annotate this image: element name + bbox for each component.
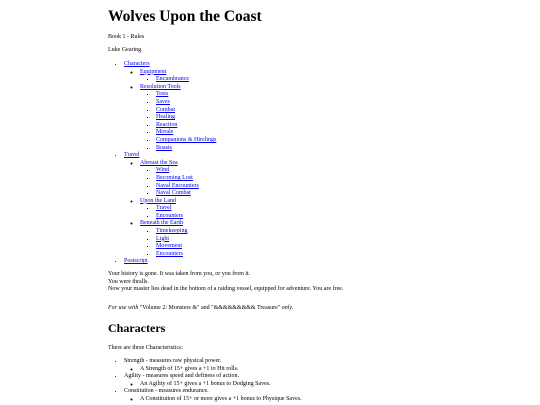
toc-item [156,145,216,153]
toc-link-encounters[interactable]: Encounters [156,212,183,219]
toc-link-naval-encounters[interactable]: Naval Encounters [156,182,199,189]
for-use-middle: "Volume 2: Monsters &" and "&&&&&&&&& Treasure" [138,305,282,311]
toc-item [124,258,216,266]
table-of-contents [108,61,216,266]
toc-sublist [124,69,216,153]
intro-text [108,271,343,294]
toc-sublist [140,205,216,220]
toc-sublist [140,76,216,84]
characteristic-text: Agility - measures speed and deftness of action. [124,373,239,379]
toc-item [156,167,216,175]
toc-link-abreast-the-sea[interactable]: Abreast the Sea [140,159,178,166]
intro-line: You were thralls. [108,278,149,285]
toc-item [156,190,216,198]
toc-link-naval-combat[interactable]: Naval Combat [156,190,191,197]
toc-sublist [140,91,216,152]
toc-item [156,76,216,84]
characteristic-item [124,358,302,373]
toc-link-reaction[interactable]: Reaction [156,121,178,128]
toc-sublist [124,160,216,259]
characteristic-item [124,373,302,388]
book-label: Book 1 - Rules [108,34,145,40]
toc-item [156,129,216,137]
toc-item [156,122,216,130]
toc-link-postscript[interactable]: Postscript [124,258,148,265]
toc-sublist [140,167,216,197]
toc-item [124,61,216,152]
toc-item [156,183,216,191]
toc-item [140,220,216,258]
toc-link-encounters[interactable]: Encounters [156,250,183,257]
toc-link-boasts[interactable]: Boasts [156,144,173,151]
toc-link-upon-the-land[interactable]: Upon the Land [140,197,176,204]
author-name: Luke Gearing [108,47,142,53]
toc-item [156,107,216,115]
toc-link-morale[interactable]: Morale [156,129,174,136]
toc-list [108,61,216,266]
toc-link-combat[interactable]: Combat [156,106,175,113]
toc-link-movement[interactable]: Movement [156,243,182,250]
toc-item [156,99,216,107]
toc-link-equipment[interactable]: Equipment [140,68,167,75]
toc-item [156,205,216,213]
toc-link-characters[interactable]: Characters [124,61,150,67]
toc-item [140,69,216,84]
characteristics-list [108,358,302,403]
toc-item [140,198,216,221]
characteristic-detail: ◦ An Agility of 15+ gives a +1 bonus to Dodging Saves. [140,381,302,389]
toc-item [140,160,216,198]
for-use-note [108,305,293,312]
characteristic-text: Constitution - measures endurance. [124,388,209,394]
toc-link-companions-hirelings[interactable]: Companions & Hirelings [156,136,217,143]
characteristic-detail: ◦ A Constitution of 15+ or more gives a +1 bonus to Physique Saves. [140,396,302,404]
toc-item [156,91,216,99]
characteristics-intro: There are three Characteristics: [108,345,184,351]
for-use-prefix: For use with [108,305,139,311]
toc-link-light[interactable]: Light [156,235,169,242]
for-use-suffix: only. [281,305,294,311]
toc-item [156,228,216,236]
intro-line: Now your master lies dead in the bottom of a raiding vessel, equipped for adventure. You are free. [108,286,344,292]
toc-item [156,213,216,221]
characteristic-item [124,388,302,403]
toc-item [156,236,216,244]
toc-link-resolution-tools[interactable]: Resolution Tools [140,83,181,90]
page-title: Wolves Upon the Coast [108,8,262,25]
toc-item [140,84,216,152]
toc-link-saves[interactable]: Saves [156,98,170,105]
section-title-characters: Characters [108,321,166,335]
toc-link-tests[interactable]: Tests [156,91,169,98]
intro-line: Your history is gone. It was taken from you, or you from it. [108,271,251,277]
toc-link-wind[interactable]: Wind [156,167,170,174]
toc-link-healing[interactable]: Healing [156,114,175,121]
toc-item [156,175,216,183]
toc-item [156,114,216,122]
toc-item [156,243,216,251]
characteristic-detail: ◦ A Strength of 15+ gives a +1 to Hit rolls. [140,366,302,374]
toc-item [156,137,216,145]
toc-item [124,152,216,258]
toc-link-travel[interactable]: Travel [156,205,172,212]
characteristic-text: Strength - measures raw physical power. [124,358,222,364]
toc-link-timekeeping[interactable]: Timekeeping [156,228,188,235]
toc-link-beneath-the-earth[interactable]: Beneath the Earth [140,220,183,227]
toc-link-travel[interactable]: Travel [124,152,140,159]
toc-sublist [140,228,216,258]
toc-item [156,251,216,259]
toc-link-becoming-lost[interactable]: Becoming Lost [156,174,193,181]
toc-link-encumbrance[interactable]: Encumbrance [156,76,189,83]
